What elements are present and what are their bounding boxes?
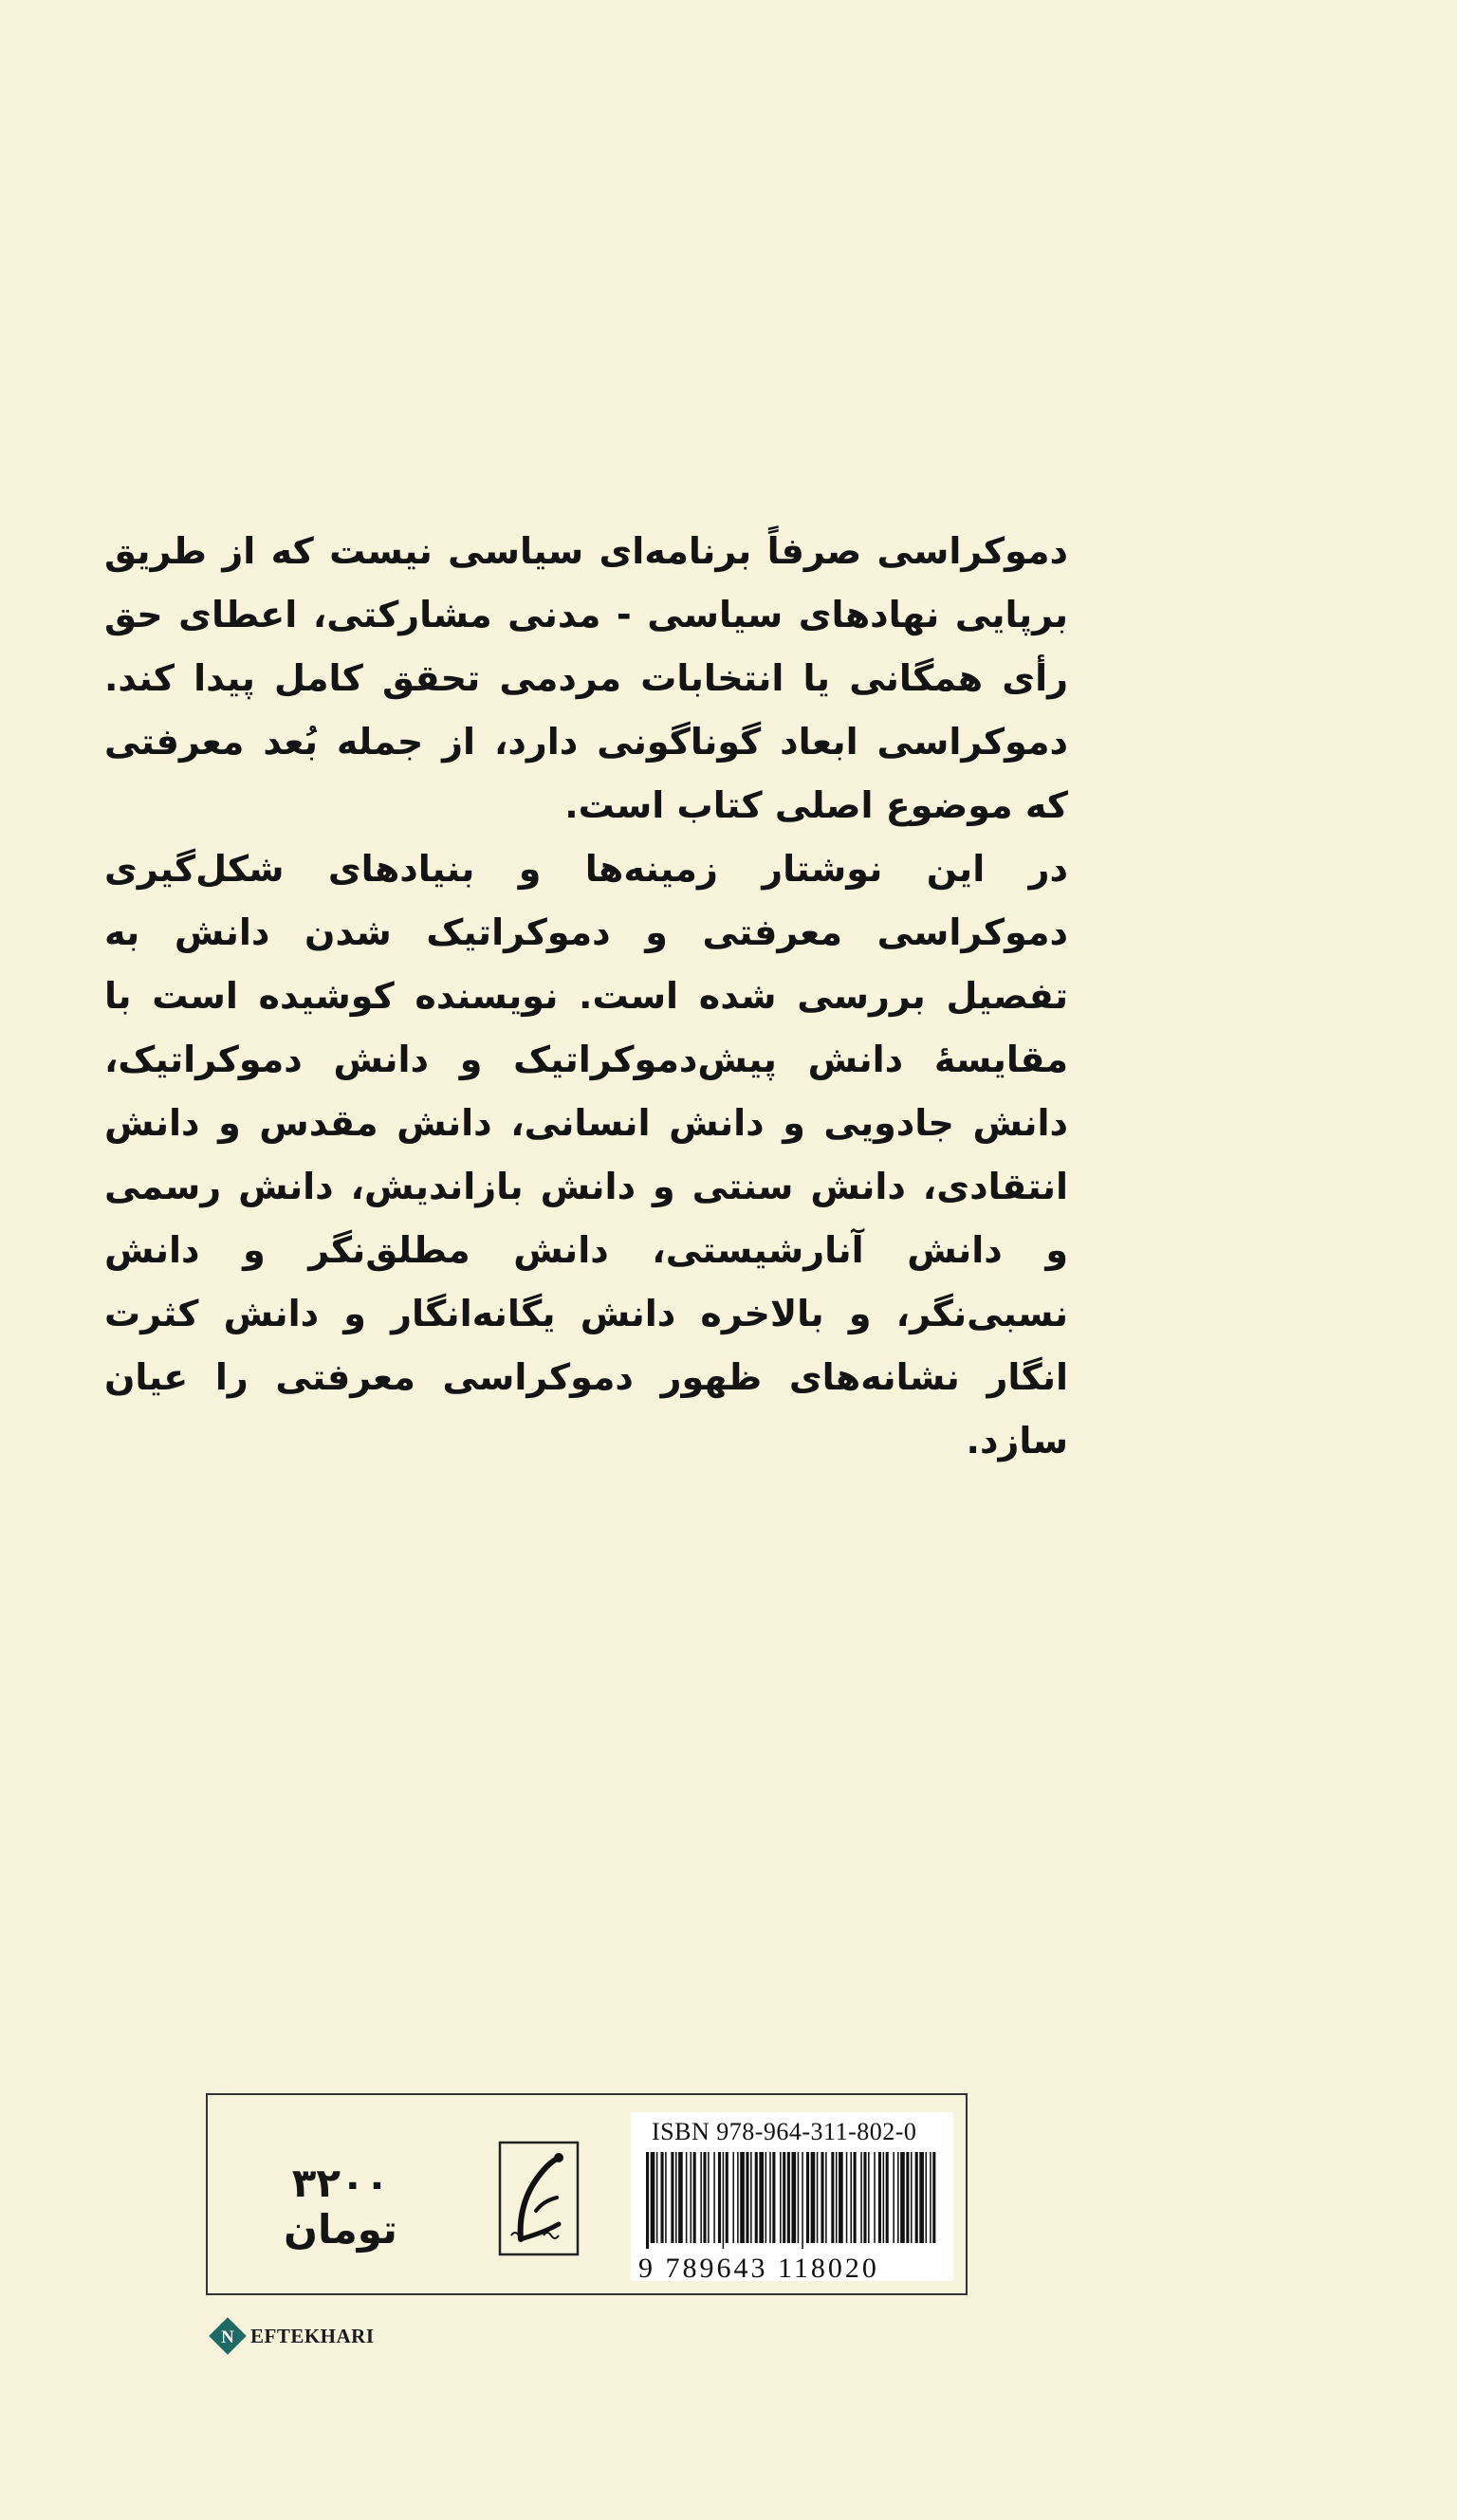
barcode-bar (839, 2152, 843, 2243)
barcode-bar (651, 2152, 655, 2243)
barcode-bar (798, 2152, 800, 2243)
barcode-bar (656, 2152, 658, 2243)
barcode-bar (919, 2152, 924, 2243)
barcode-bar (854, 2152, 857, 2243)
barcode-bar (769, 2152, 771, 2243)
barcode-bar (906, 2152, 909, 2243)
barcode-bar (723, 2152, 725, 2249)
barcode-bar (746, 2152, 748, 2243)
barcode-bar (897, 2152, 899, 2243)
barcode-bar (718, 2152, 721, 2243)
barcode-bar (886, 2152, 889, 2243)
barcode-bar (817, 2152, 819, 2243)
barcode-bar (726, 2152, 728, 2243)
barcode-bar (911, 2152, 913, 2243)
barcode-bar (846, 2152, 848, 2243)
barcode-bar (787, 2152, 790, 2243)
barcode-bar (863, 2152, 866, 2243)
barcode-bar (713, 2152, 715, 2243)
barcode-bar (893, 2152, 894, 2243)
barcode-bar (932, 2152, 935, 2243)
isbn-price-box (206, 2093, 968, 2295)
isbn-label: ISBN 978-964-311-802-0 (652, 2118, 917, 2145)
barcode-bar (700, 2152, 702, 2243)
barcode-bar (831, 2152, 834, 2243)
barcode-bar (678, 2152, 683, 2243)
barcode-bar (883, 2152, 885, 2243)
barcode-bar (675, 2152, 677, 2243)
publisher-emblem-icon (483, 2141, 597, 2256)
barcode-bars (642, 2152, 942, 2249)
isbn-barcode (631, 2112, 953, 2284)
barcode-bar (806, 2152, 809, 2243)
barcode-bar (780, 2152, 782, 2243)
barcode-bar (755, 2152, 758, 2243)
price-label: ۳۲۰۰ تومان (284, 2160, 397, 2253)
blurb-paragraph-1: دموکراسی صرفاً برنامه‌ای سیاسی نیست که از طریق برپایی نهادهای سیاسی - مدنی مشارکتی، اعطای حق رأی همگانی یا انتخابات مردمی تحقق کامل پیدا کند. دموکراسی ابعاد گوناگونی دارد، از جمله بُعد معرفتی که موضوع اصلی کتاب است. (104, 530, 1068, 826)
barcode-bar (915, 2152, 918, 2243)
barcode-bar (750, 2152, 752, 2243)
barcode-bar (661, 2152, 664, 2243)
barcode-bar (860, 2152, 862, 2243)
publisher-brand (206, 2314, 375, 2358)
publisher-name: EFTEKHARI (250, 2324, 375, 2347)
barcode-bar (708, 2152, 710, 2243)
barcode-bar (772, 2152, 775, 2243)
barcode-bar (737, 2152, 739, 2243)
barcode-bar (646, 2152, 649, 2249)
barcode-bar (791, 2152, 796, 2243)
barcode-bar (665, 2152, 667, 2243)
publisher-logo-letter: N (221, 2327, 234, 2347)
barcode-bar (802, 2152, 803, 2249)
blurb-paragraph-2: در این نوشتار زمینه‌ها و بنیادهای شکل‌گیری دموکراسی معرفتی و دموکراتیک شدن دانش به تفصیل بررسی شده است. نویسنده کوشیده است با مقایسهٔ دانش پیش‌دموکراتیک و دانش دموکراتیک، دانش جادویی و دانش انسانی، دانش مقدس و دانش انتقادی، دانش سنتی و دانش بازاندیش، دانش رسمی و دانش آنارشیستی، دانش مطلق‌نگر و دانش نسبی‌نگر، و بالاخره دانش یگانه‌انگار و دانش کثرت انگار نشانه‌های ظهور دموکراسی معرفتی را عیان سازد. (104, 848, 1068, 1462)
back-cover-blurb (104, 520, 1068, 1473)
barcode-bar (703, 2152, 706, 2243)
barcode-bar (759, 2152, 764, 2243)
barcode-bar (686, 2152, 688, 2243)
barcode-bar (783, 2152, 785, 2243)
barcode-bar (693, 2152, 696, 2243)
barcode-bar (671, 2152, 673, 2243)
barcode-bar (732, 2152, 734, 2243)
barcode-bar (740, 2152, 745, 2243)
barcode-bar (868, 2152, 870, 2243)
publisher-logo-icon (206, 2314, 249, 2358)
barcode-bar (850, 2152, 852, 2243)
barcode-bar (874, 2152, 876, 2243)
barcode-bar (900, 2152, 905, 2243)
barcode-bar (930, 2152, 931, 2243)
barcode-bar (878, 2152, 881, 2243)
barcode-bar (825, 2152, 827, 2243)
barcode-bar (926, 2152, 928, 2243)
barcode-bar (821, 2152, 823, 2243)
barcode-bar (765, 2152, 767, 2243)
barcode-bar (691, 2152, 692, 2243)
barcode-bar (836, 2152, 838, 2243)
barcode-bar (811, 2152, 816, 2243)
barcode-digits: 9 789643 118020 (638, 2253, 879, 2284)
